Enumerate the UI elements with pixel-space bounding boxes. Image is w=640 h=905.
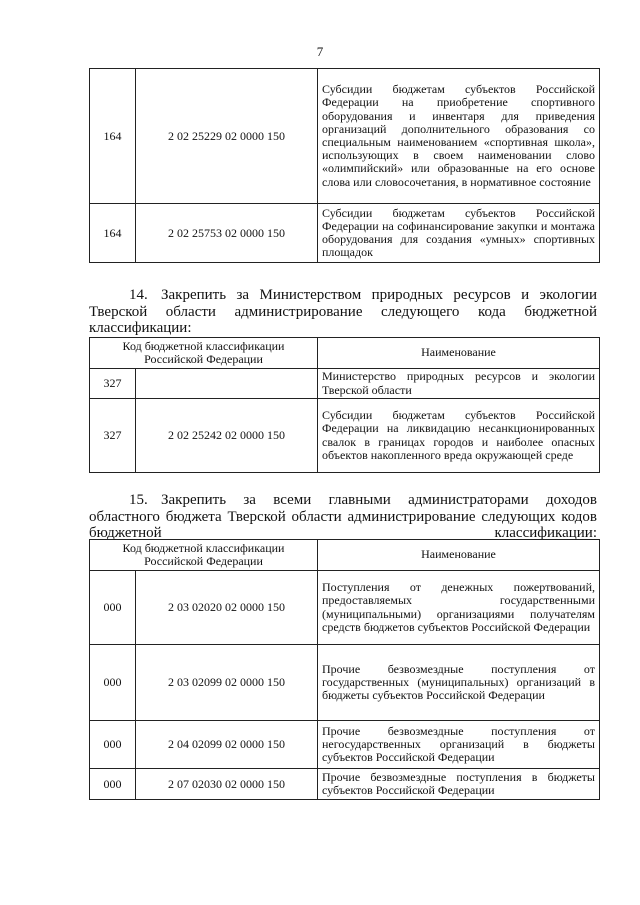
table-row <box>90 571 600 645</box>
table-row <box>90 204 600 263</box>
budget-code-cell: 2 03 02020 02 0000 150 <box>136 571 318 645</box>
column-header-code: Код бюджетной классификации Российской Федерации <box>90 338 318 369</box>
table-header-row <box>90 338 600 369</box>
admin-code-cell: 000 <box>90 721 136 769</box>
admin-code-cell: 000 <box>90 571 136 645</box>
name-cell: Прочие безвозмездные поступления от негосударственных организаций в бюджеты субъектов Российской Федерации <box>318 721 600 769</box>
section-number: 15. <box>129 492 148 508</box>
admin-code-cell: 000 <box>90 769 136 800</box>
budget-table-1 <box>89 68 600 263</box>
table-row <box>90 399 600 473</box>
section-15-paragraph <box>89 492 597 542</box>
table-row <box>90 369 600 399</box>
table-header-row <box>90 540 600 571</box>
table-row <box>90 721 600 769</box>
budget-code-cell: 2 02 25242 02 0000 150 <box>136 399 318 473</box>
admin-code-cell: 000 <box>90 645 136 721</box>
name-cell: Министерство природных ресурсов и экологии Тверской области <box>318 369 600 399</box>
budget-code-cell: 2 07 02030 02 0000 150 <box>136 769 318 800</box>
admin-code-cell: 164 <box>90 69 136 204</box>
budget-code-cell: 2 02 25753 02 0000 150 <box>136 204 318 263</box>
budget-code-cell <box>136 369 318 399</box>
name-cell: Поступления от денежных пожертвований, предоставляемых государственными (муниципальными) организациями получателям средств бюджетов субъектов Российской Федерации <box>318 571 600 645</box>
budget-code-cell: 2 02 25229 02 0000 150 <box>136 69 318 204</box>
column-header-code: Код бюджетной классификации Российской Федерации <box>90 540 318 571</box>
name-cell: Прочие безвозмездные поступления от государственных (муниципальных) организаций в бюджеты субъектов Российской Федерации <box>318 645 600 721</box>
budget-code-cell: 2 04 02099 02 0000 150 <box>136 721 318 769</box>
table-row <box>90 69 600 204</box>
page-number: 7 <box>316 44 324 59</box>
name-cell: Субсидии бюджетам субъектов Российской Федерации на приобретение спортивного оборудования и инвентаря для приведения организаций дополнительного образования со специальным наименованием «спортивная школа», использующих в своем наименовании слово «олимпийский» или образованные на его основе слова или словосочетания, в нормативное состояние <box>318 69 600 204</box>
section-text: Закрепить за Министерством природных ресурсов и экологии Тверской области администрирование следующего кода бюджетной классификации: <box>89 287 597 336</box>
column-header-name: Наименование <box>318 338 600 369</box>
section-number: 14. <box>129 287 148 303</box>
budget-table-3 <box>89 539 600 800</box>
admin-code-cell: 327 <box>90 399 136 473</box>
admin-code-cell: 327 <box>90 369 136 399</box>
column-header-name: Наименование <box>318 540 600 571</box>
name-cell: Субсидии бюджетам субъектов Российской Федерации на софинансирование закупки и монтажа оборудования для создания «умных» спортивных площадок <box>318 204 600 263</box>
budget-table-2 <box>89 337 600 473</box>
name-cell: Субсидии бюджетам субъектов Российской Федерации на ликвидацию несанкционированных свалок в границах городов и наиболее опасных объектов накопленного вреда окружающей среде <box>318 399 600 473</box>
table-row <box>90 645 600 721</box>
table-row <box>90 769 600 800</box>
section-text: Закрепить за всеми главными администраторами доходов областного бюджета Тверской области администрирование следующих кодов бюджетной классификации: <box>89 492 597 541</box>
name-cell: Прочие безвозмездные поступления в бюджеты субъектов Российской Федерации <box>318 769 600 800</box>
section-14-paragraph <box>89 287 597 337</box>
admin-code-cell: 164 <box>90 204 136 263</box>
budget-code-cell: 2 03 02099 02 0000 150 <box>136 645 318 721</box>
